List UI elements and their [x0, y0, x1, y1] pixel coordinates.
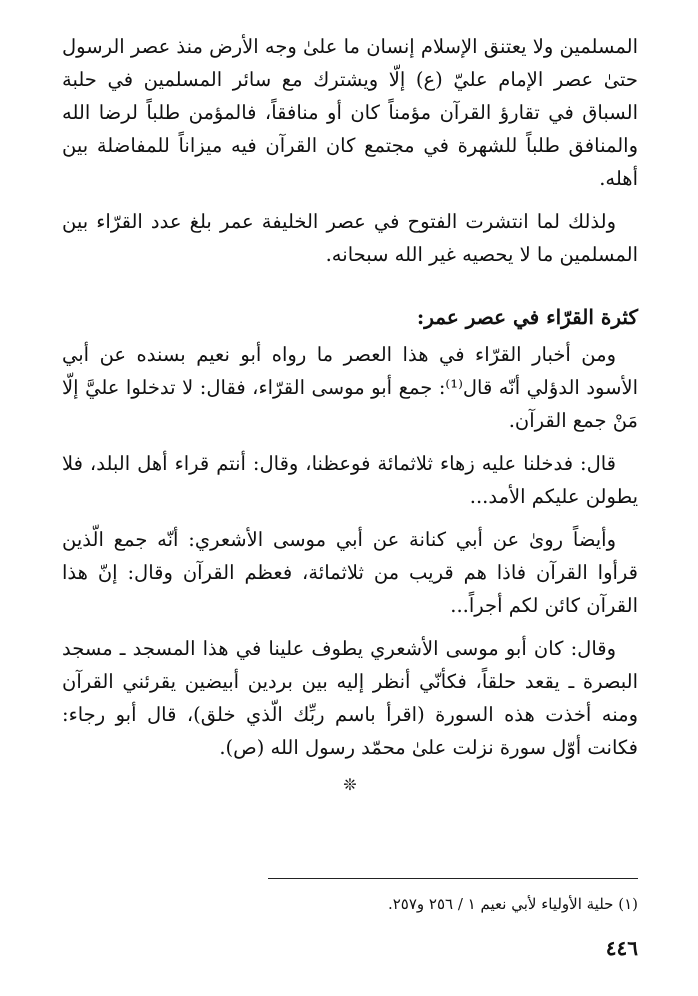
paragraph-3: ومن أخبار القرّاء في هذا العصر ما رواه أبو نعيم بسنده عن أبي الأسود الدؤلي أنّه قال⁽¹⁾: جمع أبو موسى القرّاء، فقال: لا تدخلوا عليَّ إلّا مَنْ جمع القرآن. [62, 343, 638, 432]
paragraph-6: وقال: كان أبو موسى الأشعري يطوف علينا في هذا المسجد ـ مسجد البصرة ـ يقعد حلقاً، فكأنّي أنظر إليه بين بردين أبيضين يقرئني القرآن ومنه أخذت هذه السورة (اقرأ باسم ربِّك الّذي خلق)، قال أبو رجاء: فكانت أوّل سورة نزلت علىٰ محمّد رسول الله (ص). [62, 637, 638, 759]
section-heading: كثرة القرّاء في عصر عمر: [416, 305, 638, 329]
separator-ornament: ❊ [343, 775, 357, 794]
paragraph-1: المسلمين ولا يعتنق الإسلام إنسان ما علىٰ وجه الأرض منذ عصر الرسول حتىٰ عصر الإمام عليّ (ع) إلّا ويشترك مع سائر المسلمين في حلبة السباق في تقارؤ القرآن مؤمناً كان أو منافقاً، فالمؤمن طلباً لرضا الله والمنافق طلباً للشهرة في مجتمع كان القرآن فيه ميزاناً للمفاضلة بين أهله. [62, 35, 638, 190]
page-number: ٤٤٦ [605, 936, 638, 960]
paragraph-4: قال: فدخلنا عليه زهاء ثلاثمائة فوعظنا، وقال: أنتم قراء أهل البلد، فلا يطولن عليكم الأمد... [62, 452, 638, 508]
footnote-divider [268, 878, 638, 879]
paragraph-5: وأيضاً روىٰ عن أبي كنانة عن أبي موسى الأشعري: أنّه جمع الّذين قرأوا القرآن فاذا هم قريب من ثلاثمائة، فعظم القرآن وقال: إنّ هذا القرآن كائن لكم أجراً... [62, 528, 638, 617]
page-body [62, 30, 638, 796]
paragraph-2: ولذلك لما انتشرت الفتوح في عصر الخليفة عمر بلغ عدد القرّاء بين المسلمين ما لا يحصيه غير الله سبحانه. [62, 210, 638, 266]
footnote: (١) حلية الأولياء لأبي نعيم ١ / ٢٥٦ و٢٥٧. [387, 895, 638, 913]
